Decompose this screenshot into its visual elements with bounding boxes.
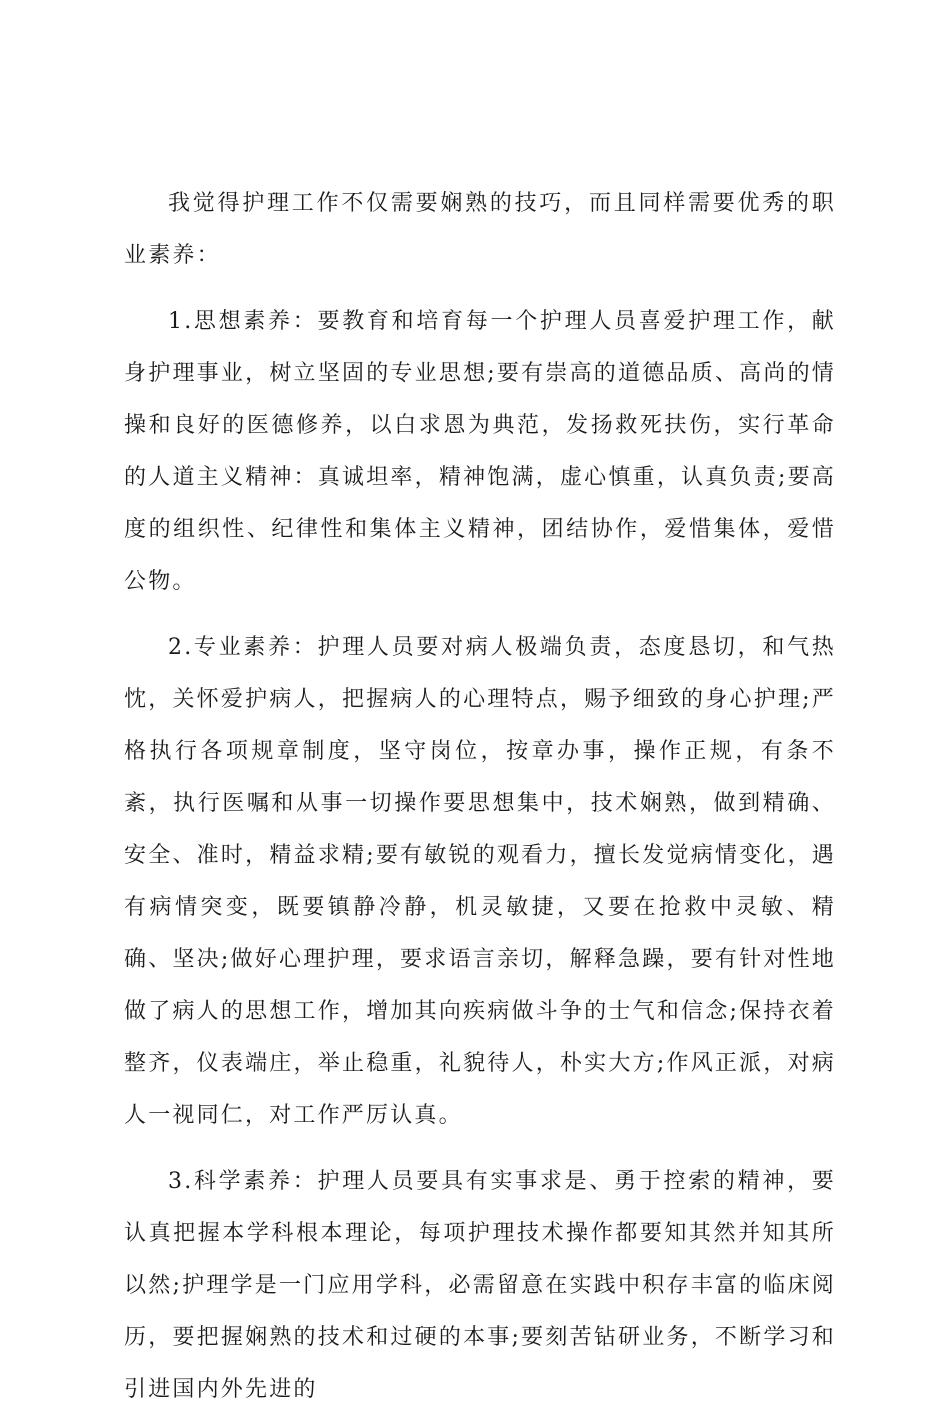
- scientific-quality-paragraph: 3.科学素养：护理人员要具有实事求是、勇于控索的精神，要认真把握本学科根本理论，每项护理技术操作都要知其然并知其所以然;护理学是一门应用学科，必需留意在实践中积存丰富的临床阅历，要把握娴熟的技术和过硬的本事;要刻苦钻研业务，不断学习和引进国内外先进的: [124, 1169, 836, 1402]
- ideological-quality-paragraph: 1.思想素养：要教育和培育每一个护理人员喜爱护理工作，献身护理事业，树立坚固的专业思想;要有崇高的道德品质、高尚的情操和良好的医德修养，以白求恩为典范，发扬救死扶伤，实行革命的人道主义精神：真诚坦率，精神饱满，虚心慎重，认真负责;要高度的组织性、纪律性和集体主义精神，团结协作，爱惜集体，爱惜公物。: [124, 309, 836, 594]
- document-body: [124, 178, 836, 1416]
- professional-quality-paragraph: 2.专业素养：护理人员要对病人极端负责，态度恳切，和气热忱，关怀爱护病人，把握病人的心理特点，赐予细致的身心护理;严格执行各项规章制度，坚守岗位，按章办事，操作正规，有条不紊，执行医嘱和从事一切操作要思想集中，技术娴熟，做到精确、安全、准时，精益求精;要有敏锐的观看力，擅长发觉病情变化，遇有病情突变，既要镇静冷静，机灵敏捷，又要在抢救中灵敏、精确、坚决;做好心理护理，要求语言亲切，解释急躁，要有针对性地做了病人的思想工作，增加其向疾病做斗争的士气和信念;保持衣着整齐，仪表端庄，举止稳重，礼貌待人，朴实大方;作风正派，对病人一视同仁，对工作严厉认真。: [124, 635, 836, 1128]
- intro-paragraph: 我觉得护理工作不仅需要娴熟的技巧，而且同样需要优秀的职业素养：: [124, 191, 836, 268]
